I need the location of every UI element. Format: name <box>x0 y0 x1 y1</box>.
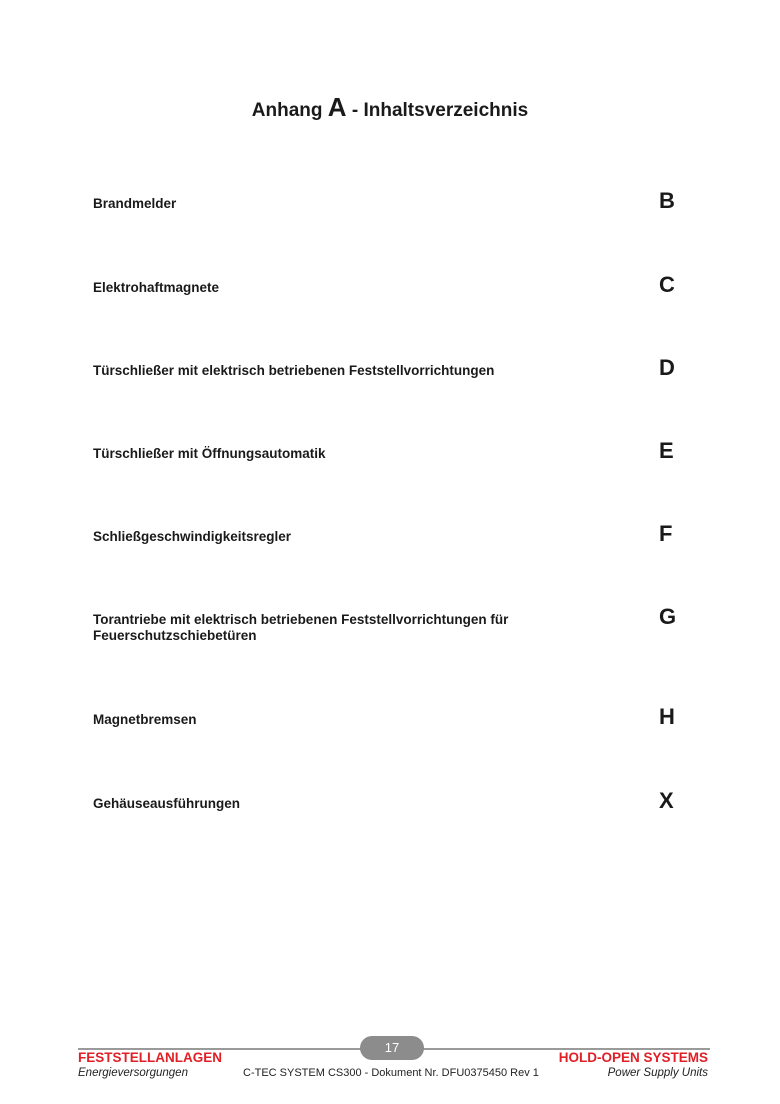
toc-entry-label: Gehäuseausführungen <box>93 796 241 811</box>
toc-entry-label: Schließgeschwindigkeitsregler <box>93 529 292 544</box>
toc-entry-label: Torantriebe mit elektrisch betriebenen Feststellvorrichtungen für Feuerschutzschiebetüren <box>93 612 509 643</box>
toc-entry-letter: E <box>659 438 674 463</box>
title-suffix: - Inhaltsverzeichnis <box>351 100 529 121</box>
toc-entry-letter: D <box>659 355 675 380</box>
toc-entry-label: Türschließer mit Öffnungsautomatik <box>93 446 326 461</box>
page-footer <box>0 1030 780 1104</box>
footer-right-subtitle: Power Supply Units <box>607 1067 708 1079</box>
toc-entry-label: Magnetbremsen <box>93 712 197 727</box>
footer-document-id: C-TEC SYSTEM CS300 - Dokument Nr. DFU0375450 Rev 1 <box>243 1067 539 1079</box>
title-letter: A <box>327 92 347 122</box>
toc-entry-label: Brandmelder <box>93 196 177 211</box>
toc-entry-letter: H <box>659 704 675 729</box>
page-number-badge: 17 <box>360 1036 424 1060</box>
toc-entry-letter: G <box>659 604 677 629</box>
toc-entry-label: Türschließer mit elektrisch betriebenen Feststellvorrichtungen <box>93 363 495 378</box>
footer-right-title: HOLD-OPEN SYSTEMS <box>558 1050 708 1065</box>
toc-entry-label: Elektrohaftmagnete <box>93 280 220 295</box>
page-title <box>0 92 780 123</box>
title-prefix: Anhang <box>251 100 323 121</box>
toc-entry-letter: F <box>659 521 673 546</box>
toc-entry-letter: C <box>659 272 675 297</box>
toc-entry-letter: X <box>659 788 674 813</box>
toc-entry-letter: B <box>659 188 675 213</box>
footer-left-title: FESTSTELLANLAGEN <box>78 1050 222 1065</box>
footer-left-subtitle: Energieversorgungen <box>78 1067 188 1079</box>
